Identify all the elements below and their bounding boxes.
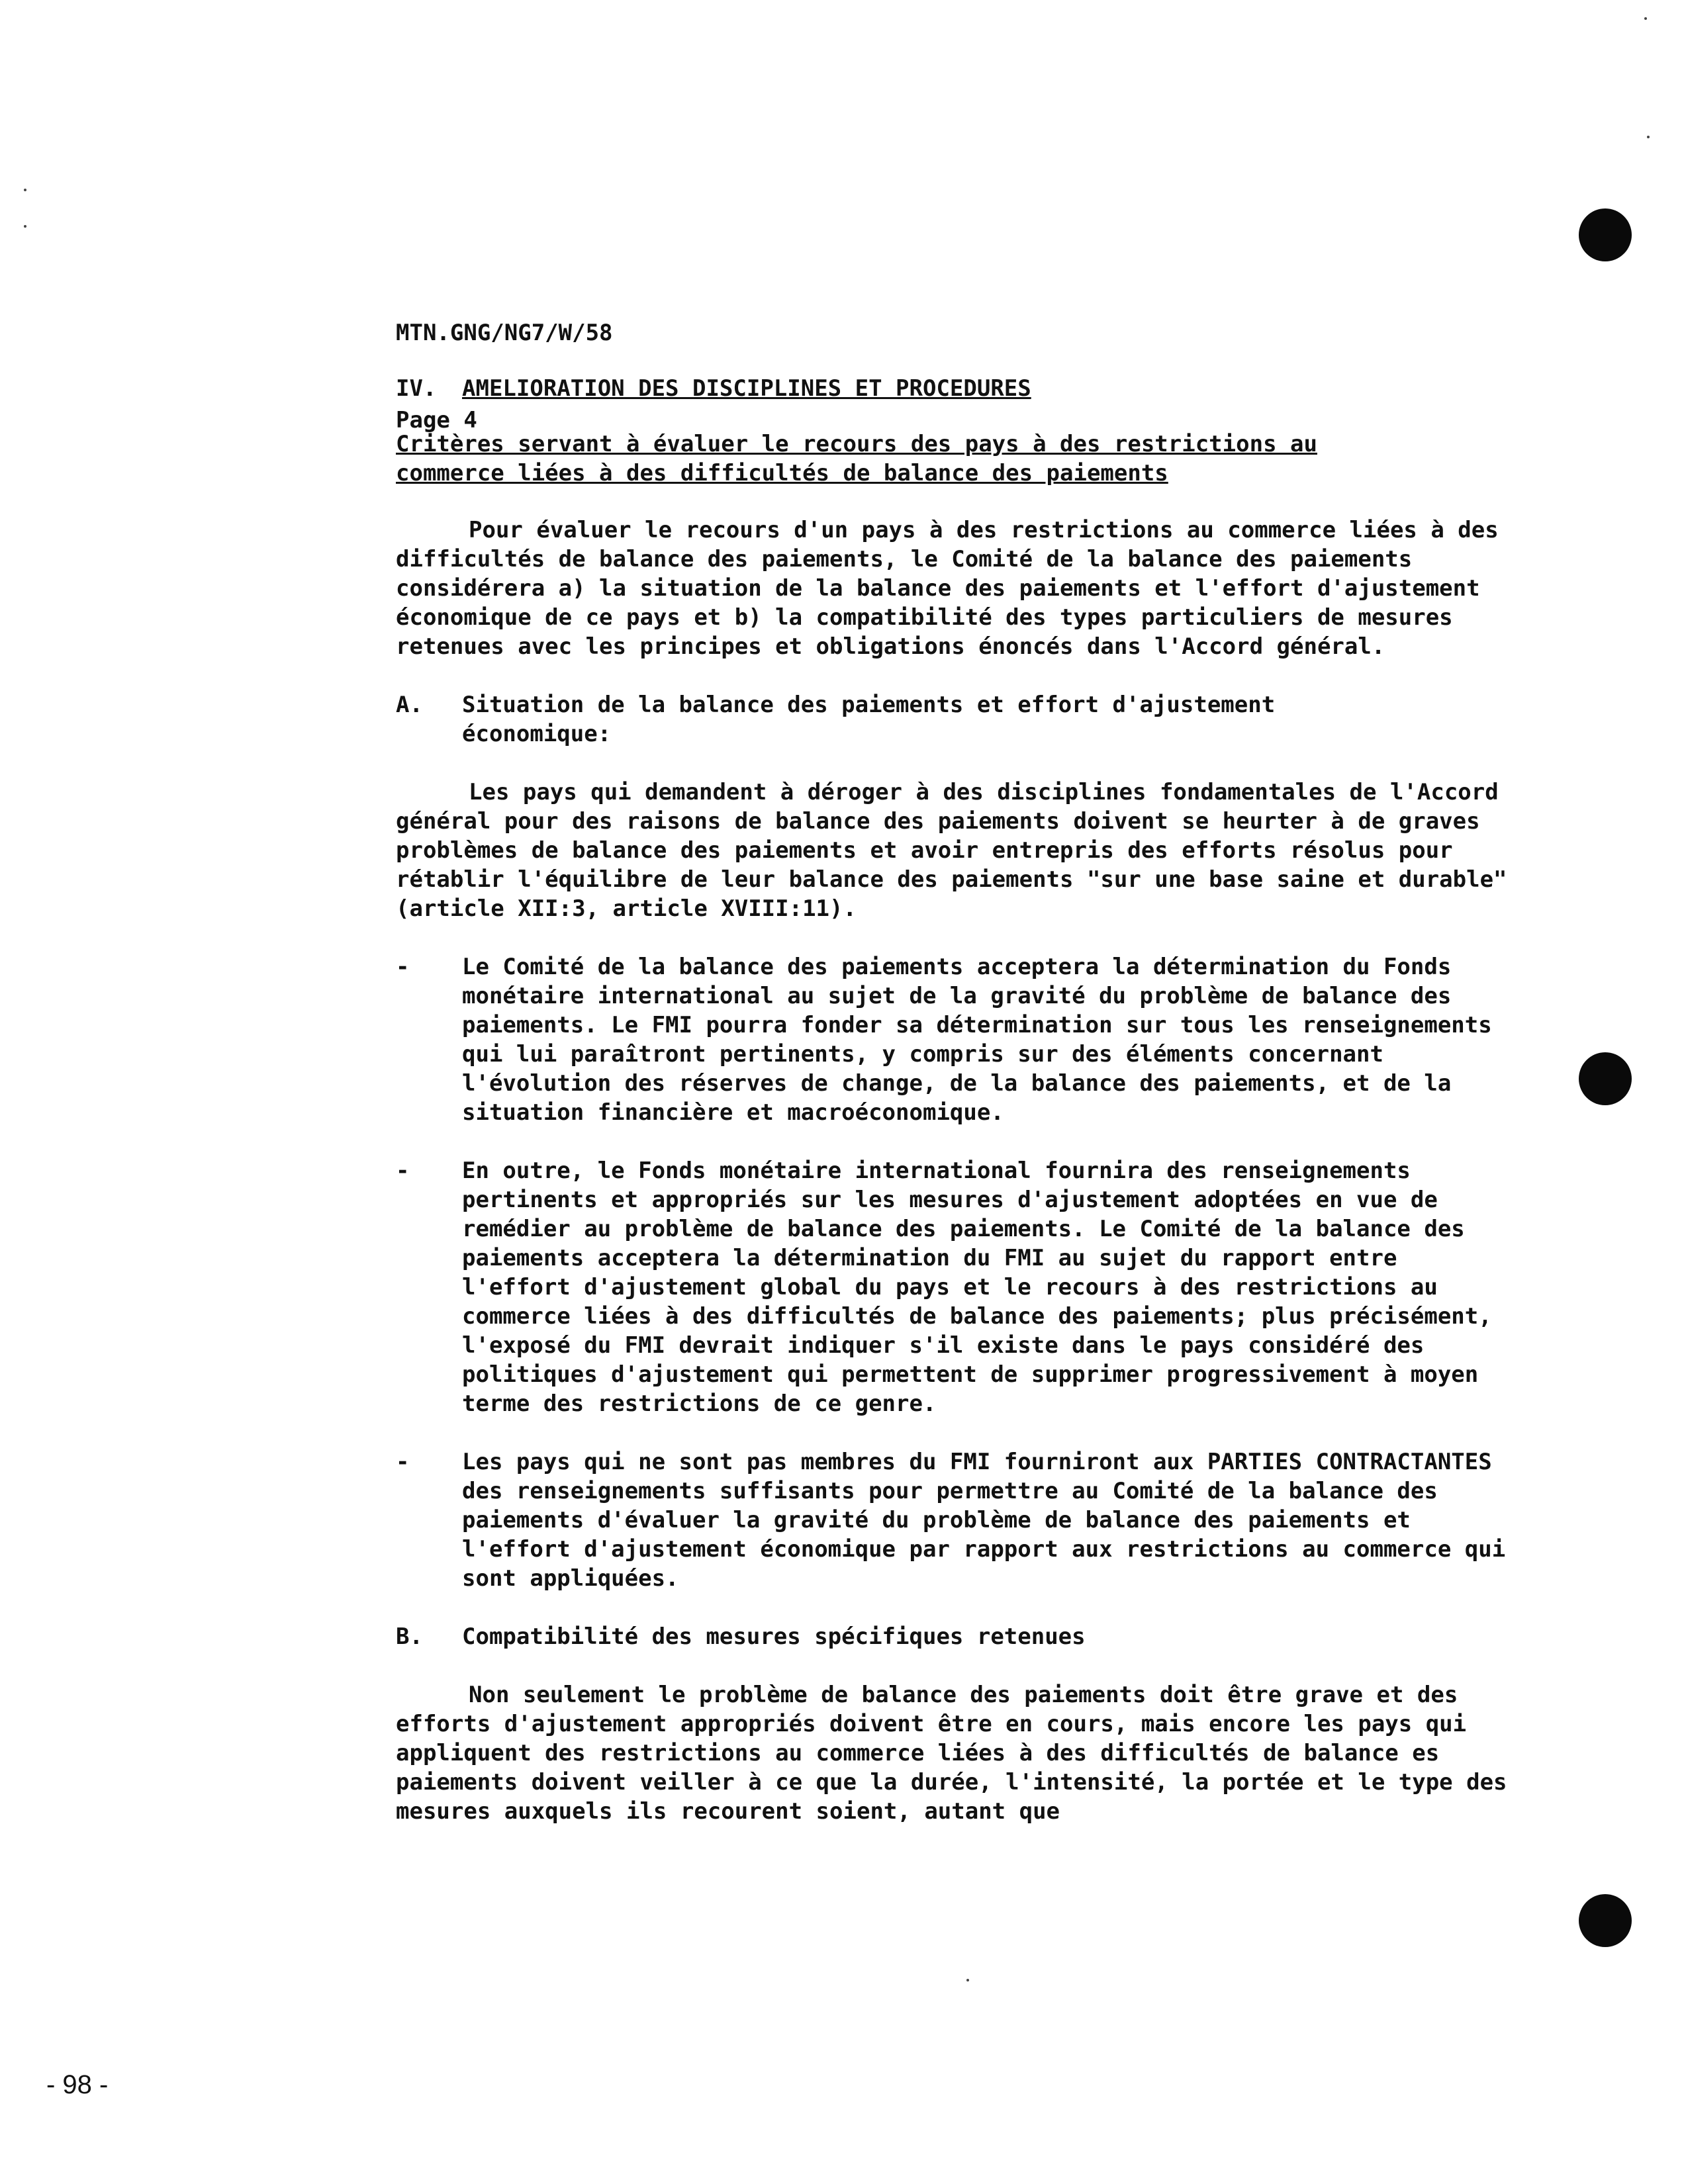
scan-speck [1644, 17, 1647, 20]
list-item [396, 1156, 1521, 1418]
page-number: - 98 - [46, 2070, 109, 2099]
intro-paragraph: Pour évaluer le recours d'un pays à des restrictions au commerce liées à des difficultés de balance des paiements, le Comité de la balance des paiements considérera a) la situation de la balance des paiements et l'effort d'ajustement économique de ce pays et b) la compatibilité des types particuliers de mesures retenues avec les principes et obligations énoncés dans l'Accord général. [396, 517, 1499, 660]
section-number: IV. [396, 375, 437, 402]
part-a-letter: A. [396, 692, 423, 718]
section-title: AMELIORATION DES DISCIPLINES ET PROCEDURES [462, 375, 1031, 402]
list-item [396, 1447, 1521, 1593]
part-b-letter: B. [396, 1623, 423, 1650]
scan-speck [24, 189, 26, 191]
document-body [396, 374, 1521, 1855]
scan-speck [24, 225, 26, 228]
part-a-paragraph: Les pays qui demandent à déroger à des disciplines fondamentales de l'Accord général pour des raisons de balance des paiements doivent se heurter à de graves problèmes de balance des paiements et avoir entrepris des efforts résolus pour rétablir l'équilibre de leur balance des paiements "sur une base saine et durable" (article XII:3, article XVIII:11). [396, 779, 1507, 922]
bullet-text: En outre, le Fonds monétaire international fournira des renseignements pertinents et appropriés sur les mesures d'ajustement adoptées en vue de remédier au problème de balance des paiements. Le Comité de la balance des paiements acceptera la détermination du FMI au sujet du rapport entre l'effort d'ajustement global du pays et le recours à des restrictions au commerce liées à des difficultés de balance des paiements; plus précisément, l'exposé du FMI devrait indiquer s'il existe dans le pays considéré des politiques d'ajustement qui permettent de supprimer progressivement à moyen terme des restrictions de ce genre. [462, 1158, 1492, 1417]
list-item [396, 952, 1521, 1127]
part-b-heading [396, 1622, 1521, 1651]
section-heading [396, 374, 1521, 403]
bullet-text: Le Comité de la balance des paiements acceptera la détermination du Fonds monétaire international au sujet de la gravité du problème de balance des paiements. Le FMI pourra fonder sa détermination sur tous les renseignements qui lui paraîtront pertinents, y compris sur des éléments concernant l'évolution des réserves de change, de la balance des paiements, et de la situation financière et macroéconomique. [462, 954, 1492, 1126]
punch-hole-bottom [1579, 1894, 1632, 1947]
punch-hole-middle [1579, 1052, 1632, 1105]
bullet-dash: - [396, 1449, 410, 1475]
part-a-title: Situation de la balance des paiements et effort d'ajustement économique: [462, 692, 1276, 747]
punch-hole-top [1579, 208, 1632, 261]
part-b-paragraph: Non seulement le problème de balance des paiements doit être grave et des efforts d'ajustement appropriés doivent être en cours, mais encore les pays qui appliquent des restrictions au commerce liées à des difficultés de balance es paiements doivent veiller à ce que la durée, l'intensité, la portée et le type des mesures auxquels ils recourent soient, autant que [396, 1682, 1507, 1825]
scan-speck [1647, 136, 1650, 138]
page-label: Page 4 [396, 407, 477, 433]
part-a-heading [396, 690, 1521, 749]
scan-speck [966, 1979, 969, 1981]
bullet-dash: - [396, 954, 410, 980]
bullet-dash: - [396, 1158, 410, 1184]
document-symbol: MTN.GNG/NG7/W/58 [396, 320, 613, 346]
criteria-subheading: Critères servant à évaluer le recours des pays à des restrictions au commerce liées à des difficultés de balance des paiements [396, 431, 1317, 486]
part-b-title: Compatibilité des mesures spécifiques retenues [462, 1623, 1086, 1650]
bullet-text: Les pays qui ne sont pas membres du FMI fourniront aux PARTIES CONTRACTANTES des renseignements suffisants pour permettre au Comité de la balance des paiements d'évaluer la gravité du problème de balance des paiements et l'effort d'ajustement économique par rapport aux restrictions au commerce qui sont appliquées. [462, 1449, 1506, 1592]
